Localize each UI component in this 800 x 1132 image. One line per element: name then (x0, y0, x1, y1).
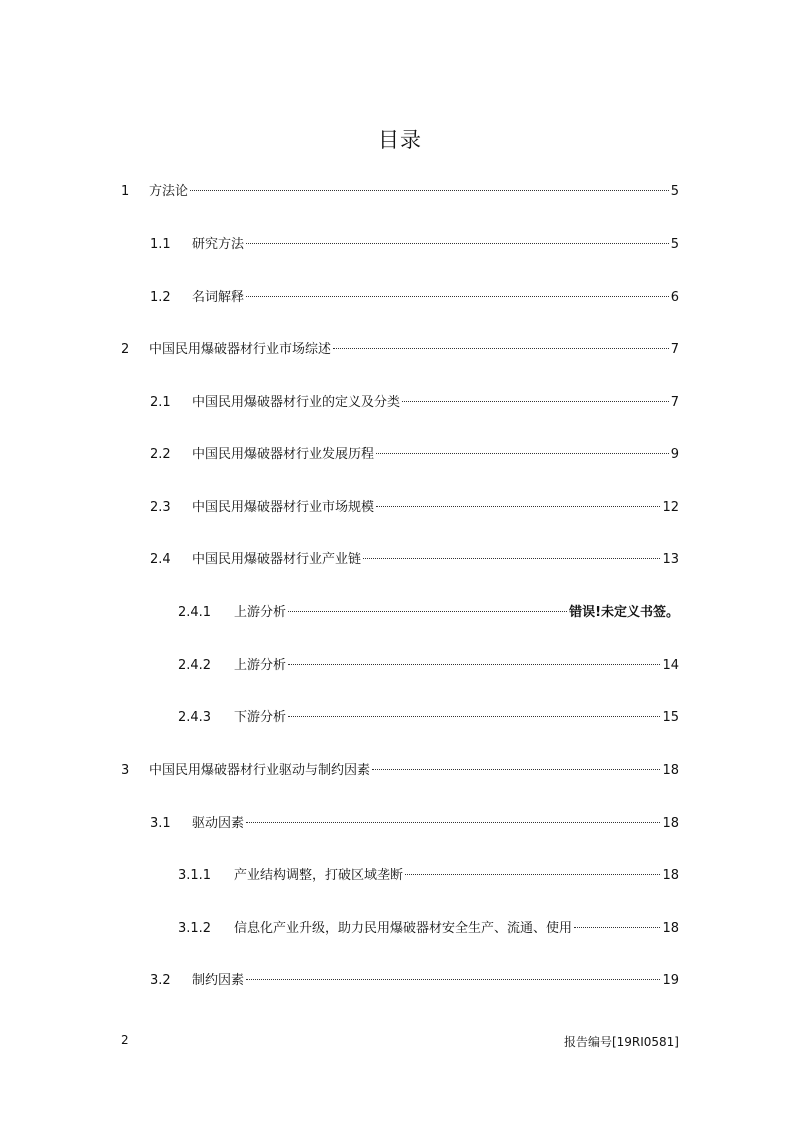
toc-entry-title: 中国民用爆破器材行业市场规模 (192, 500, 375, 515)
toc-leader-dots (288, 715, 660, 717)
toc-entry-number: 2 (121, 342, 130, 357)
toc-entry[interactable] (178, 865, 679, 887)
toc-entry[interactable] (121, 339, 679, 361)
toc-leader-dots (574, 926, 660, 928)
toc-leader-dots (405, 873, 660, 875)
toc-entry[interactable] (150, 970, 679, 992)
toc-entry-page-error: 错误!未定义书签。 (569, 605, 679, 620)
toc-leader-dots (363, 557, 660, 559)
toc-entry-title: 上游分析 (234, 658, 287, 673)
toc-entry[interactable] (150, 444, 679, 466)
toc-entry-page: 6 (670, 290, 679, 305)
toc-entry[interactable] (150, 234, 679, 256)
toc-entry-page: 14 (662, 658, 679, 673)
toc-entry-number: 3.1.2 (178, 921, 212, 936)
toc-entry[interactable] (178, 655, 679, 677)
toc-entry-title: 信息化产业升级，助力民用爆破器材安全生产、流通、使用 (234, 921, 573, 936)
toc-entry-page: 9 (670, 447, 679, 462)
toc-entry-page: 19 (662, 973, 679, 988)
toc-leader-dots (288, 663, 660, 665)
toc-entry-number: 3.1 (150, 816, 171, 831)
toc-entry-number: 2.4.1 (178, 605, 212, 620)
toc-entry-number: 3.1.1 (178, 868, 212, 883)
toc-entry[interactable] (150, 287, 679, 309)
toc-leader-dots (246, 821, 660, 823)
toc-entry-title: 中国民用爆破器材行业驱动与制约因素 (149, 763, 371, 778)
toc-entry-number: 1 (121, 184, 130, 199)
toc-entry-page: 12 (662, 500, 679, 515)
toc-leader-dots (190, 189, 669, 191)
toc-entry-page: 18 (662, 868, 679, 883)
toc-title: 目录 (378, 128, 422, 152)
toc-entry-title: 中国民用爆破器材行业的定义及分类 (192, 395, 401, 410)
toc-entry-title: 产业结构调整，打破区域垄断 (234, 868, 404, 883)
footer-report-id: 报告编号[19RI0581] (563, 1035, 679, 1049)
toc-entry[interactable] (178, 918, 679, 940)
toc-entry-number: 1.2 (150, 290, 171, 305)
toc-entry-title: 名词解释 (192, 290, 245, 305)
toc-entry[interactable] (150, 549, 679, 571)
toc-entry[interactable] (178, 602, 679, 624)
toc-leader-dots (246, 978, 660, 980)
toc-entry[interactable] (121, 760, 679, 782)
toc-entry-number: 1.1 (150, 237, 171, 252)
toc-leader-dots (376, 452, 669, 454)
toc-entry-title: 中国民用爆破器材行业发展历程 (192, 447, 375, 462)
toc-entry-title: 上游分析 (234, 605, 287, 620)
toc-entry[interactable] (150, 392, 679, 414)
toc-entry-number: 3 (121, 763, 130, 778)
toc-entry-page: 18 (662, 816, 679, 831)
toc-entry-number: 2.4.2 (178, 658, 212, 673)
toc-entry-number: 2.1 (150, 395, 171, 410)
toc-leader-dots (246, 242, 669, 244)
toc-entry-number: 2.4 (150, 552, 171, 567)
toc-entry-page: 13 (662, 552, 679, 567)
toc-entry-title: 方法论 (149, 184, 189, 199)
toc-leader-dots (402, 400, 669, 402)
toc-entry-page: 5 (670, 237, 679, 252)
toc-entry-page: 18 (662, 921, 679, 936)
toc-entry[interactable] (178, 707, 679, 729)
toc-entry-title: 研究方法 (192, 237, 245, 252)
toc-entry-page: 18 (662, 763, 679, 778)
toc-entry[interactable] (121, 181, 679, 203)
toc-entry-number: 2.2 (150, 447, 171, 462)
toc-entry-page: 5 (670, 184, 679, 199)
toc-entry-number: 2.4.3 (178, 710, 212, 725)
toc-entry-page: 7 (670, 342, 679, 357)
toc-leader-dots (288, 610, 567, 612)
toc-entry-title: 驱动因素 (192, 816, 245, 831)
toc-entry-page: 15 (662, 710, 679, 725)
toc-entry-title: 中国民用爆破器材行业产业链 (192, 552, 362, 567)
toc-entry[interactable] (150, 497, 679, 519)
toc-leader-dots (246, 295, 669, 297)
toc-entry-page: 7 (670, 395, 679, 410)
toc-entry-number: 3.2 (150, 973, 171, 988)
toc-entry-title: 中国民用爆破器材行业市场综述 (149, 342, 332, 357)
toc-entry-number: 2.3 (150, 500, 171, 515)
toc-leader-dots (372, 768, 660, 770)
toc-leader-dots (376, 505, 660, 507)
toc-entry[interactable] (150, 813, 679, 835)
footer-page-number: 2 (121, 1033, 129, 1047)
toc-entry-title: 制约因素 (192, 973, 245, 988)
toc-entry-title: 下游分析 (234, 710, 287, 725)
toc-leader-dots (333, 347, 669, 349)
